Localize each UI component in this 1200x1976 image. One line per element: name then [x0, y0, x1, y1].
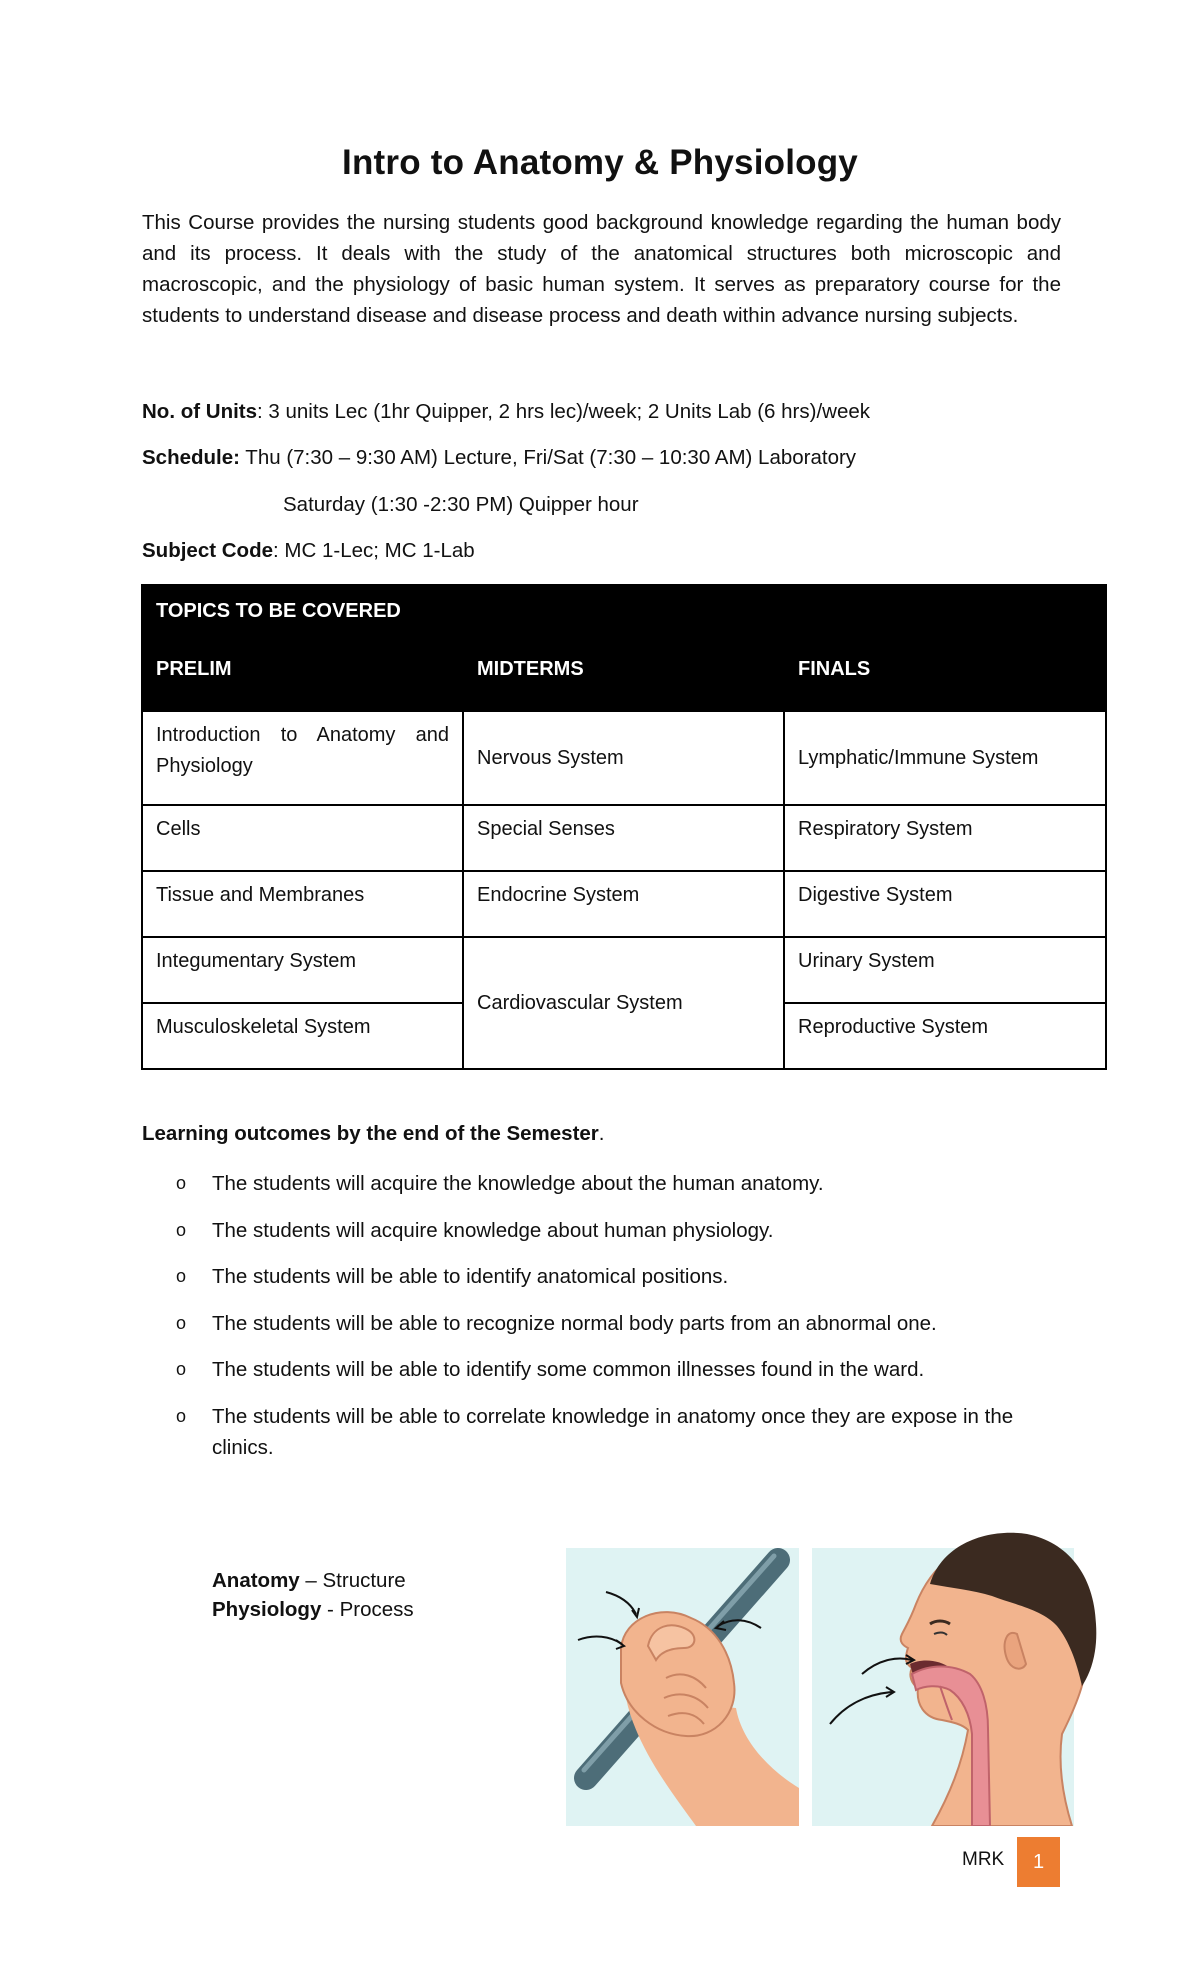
term-physiology: Physiology [212, 1598, 322, 1621]
units-line [142, 400, 870, 424]
list-item [142, 1215, 1062, 1246]
list-item [142, 1354, 1062, 1385]
list-item [142, 1168, 1062, 1199]
units-value: : 3 units Lec (1hr Quipper, 2 hrs lec)/week; 2 Units Lab (6 hrs)/week [257, 400, 871, 423]
definition-physiology [212, 1595, 414, 1624]
outcome-text: The students will acquire the knowledge about the human anatomy. [212, 1172, 824, 1195]
table-row [142, 871, 1106, 937]
prelim-cell: Introduction to Anatomy and Physiology [142, 711, 463, 805]
prelim-cell: Cells [142, 805, 463, 871]
column-header-prelim: PRELIM [142, 645, 463, 711]
finals-cell: Reproductive System [784, 1003, 1106, 1069]
bullet-icon: o [176, 1405, 187, 1426]
table-row [142, 937, 1106, 1003]
outcome-text: The students will be able to identify anatomical positions. [212, 1265, 729, 1288]
outcomes-list [142, 1168, 1062, 1478]
head-airway-illustration [812, 1514, 1102, 1826]
list-item [142, 1261, 1062, 1292]
list-item [142, 1308, 1062, 1339]
outcome-text: The students will be able to identify some common illnesses found in the ward. [212, 1358, 925, 1381]
bullet-icon: o [176, 1266, 187, 1286]
topics-heading-row [142, 585, 1106, 645]
midterms-cell: Cardiovascular System [463, 937, 784, 1069]
table-row [142, 711, 1106, 805]
course-description: This Course provides the nursing students good background knowledge regarding the human body and its process. It deals with the study of the anatomical structures both microscopic and macroscopic, and the physiology of basic human system. It serves as preparatory course for the students to understand disease and disease process and death within advance nursing subjects. [142, 211, 1061, 327]
definitions [212, 1566, 414, 1624]
finals-cell: Digestive System [784, 871, 1106, 937]
term-anatomy: Anatomy [212, 1569, 300, 1592]
midterms-cell: Special Senses [463, 805, 784, 871]
midterms-cell: Nervous System [463, 711, 784, 805]
table-row [142, 805, 1106, 871]
subject-code-line [142, 539, 475, 563]
outcome-text: The students will be able to correlate knowledge in anatomy once they are expose in the clinics. [212, 1404, 1014, 1459]
page-number-badge: 1 [1017, 1837, 1060, 1887]
outcomes-title: Learning outcomes by the end of the Semester [142, 1122, 599, 1145]
bullet-icon: o [176, 1173, 187, 1193]
subject-code-value: : MC 1-Lec; MC 1-Lab [273, 539, 475, 562]
outcome-text: The students will acquire knowledge about human physiology. [212, 1218, 774, 1242]
page-title: Intro to Anatomy & Physiology [342, 143, 858, 182]
outcomes-heading [142, 1122, 605, 1146]
column-header-finals: FINALS [784, 645, 1106, 711]
finals-cell: Urinary System [784, 937, 1106, 1003]
finals-cell: Lymphatic/Immune System [784, 711, 1106, 805]
prelim-cell: Musculoskeletal System [142, 1003, 463, 1069]
prelim-cell: Tissue and Membranes [142, 871, 463, 937]
definition-anatomy [212, 1566, 414, 1595]
topics-columns-row [142, 645, 1106, 711]
outcome-text: The students will be able to recognize normal body parts from an abnormal one. [212, 1311, 937, 1335]
list-item [142, 1401, 1062, 1463]
outcomes-title-suffix: . [598, 1122, 605, 1145]
bullet-icon: o [176, 1359, 187, 1379]
units-label: No. of Units [142, 400, 258, 423]
hand-gripping-rod-illustration [566, 1548, 799, 1826]
topics-heading: TOPICS TO BE COVERED [142, 585, 1106, 645]
definition-physiology-text: - Process [321, 1598, 414, 1621]
column-header-midterms: MIDTERMS [463, 645, 784, 711]
bullet-icon: o [176, 1219, 187, 1240]
topics-table [141, 584, 1107, 1070]
footer-initials: MRK [962, 1849, 1005, 1870]
finals-cell: Respiratory System [784, 805, 1106, 871]
schedule-value: Thu (7:30 – 9:30 AM) Lecture, Fri/Sat (7:30 – 10:30 AM) Laboratory [239, 446, 857, 469]
schedule-label: Schedule: [142, 446, 240, 469]
midterms-cell: Endocrine System [463, 871, 784, 937]
schedule-line-2: Saturday (1:30 -2:30 PM) Quipper hour [283, 493, 639, 516]
definition-anatomy-text: – Structure [299, 1569, 406, 1592]
prelim-cell: Integumentary System [142, 937, 463, 1003]
subject-code-label: Subject Code [142, 539, 273, 562]
bullet-icon: o [176, 1312, 187, 1333]
schedule-line [142, 446, 856, 470]
